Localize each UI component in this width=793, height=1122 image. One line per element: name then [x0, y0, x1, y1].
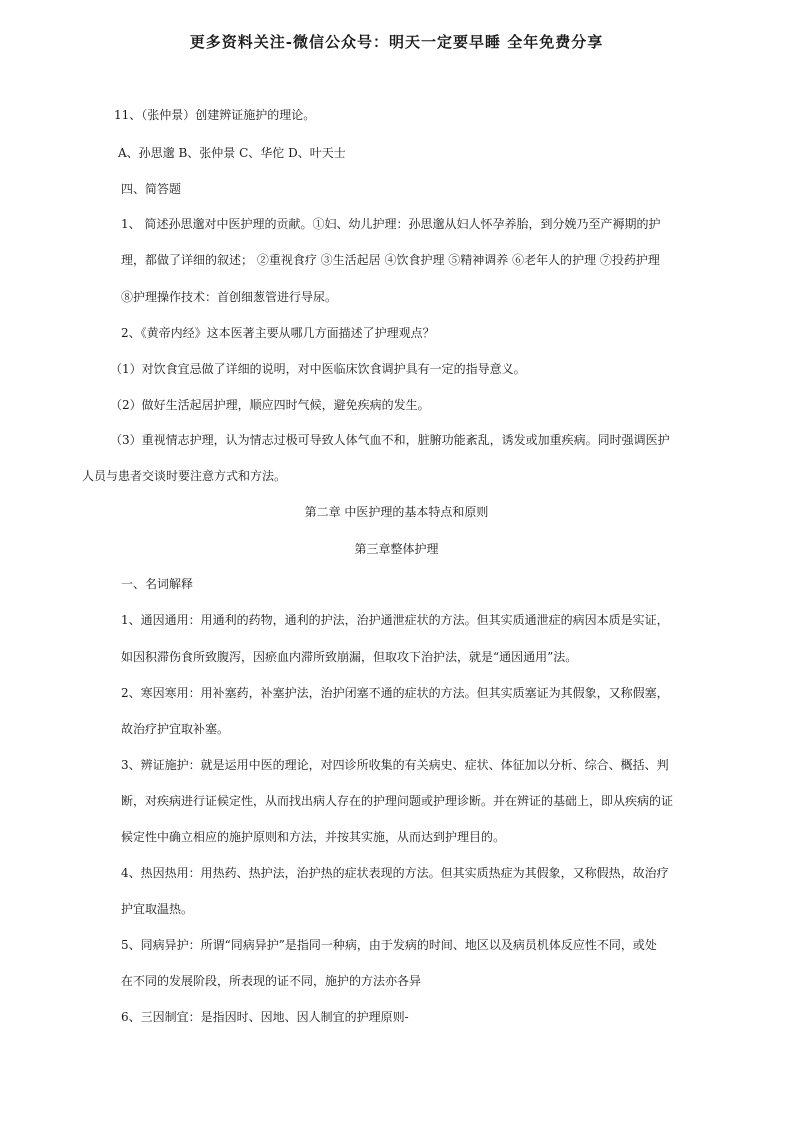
section-title-short-answer: 四、简答题: [121, 182, 182, 196]
answer-point-1: （1）对饮食宜忌做了详细的说明，对中医临床饮食调护具有一定的指导意义。: [110, 362, 526, 376]
answer-point-2: （2）做好生活起居护理，顺应四时气候，避免疾病的发生。: [110, 398, 430, 412]
term-line: 候定性中确立相应的施护原则和方法，并按其实施，从而达到护理目的。: [121, 830, 506, 844]
term-line: 2、寒因寒用：用补塞药，补塞护法，治护闭塞不通的症状的方法。但其实质塞证为其假象，又称假塞，: [121, 686, 669, 700]
question-11-options: A、孙思邈 B、张仲景 C、华佗 D、叶天士: [118, 146, 346, 160]
question-2: 2、《黄帝内经》这本医著主要从哪几方面描述了护理观点？: [121, 326, 435, 340]
term-line: 5、同病异护：所谓“同病异护”是指同一种病，由于发病的时间、地区以及病员机体反应性不同，或处: [121, 938, 657, 952]
answer-line: ⑧护理操作技术：首创细葱管进行导尿。: [121, 290, 338, 304]
term-line: 护宜取温热。: [121, 902, 194, 916]
term-line: 1、通因通用：用通利的药物，通利的护法，治护通泄症状的方法。但其实质通泄症的病因本质是实证，: [121, 613, 669, 627]
chapter-3-title: 第三章整体护理: [354, 542, 439, 556]
answer-point-3: （3）重视情志护理，认为情志过极可导致人体气血不和，脏腑功能紊乱，诱发或加重疾病。同时强调医护: [110, 433, 670, 447]
term-line: 如因积滞伤食所致腹泻，因瘀血内滞所致崩漏，但取攻下治护法，就是“通因通用”法。: [121, 650, 578, 664]
section-title-terms: 一、名词解释: [121, 577, 194, 591]
term-line: 3、辨证施护：就是运用中医的理论，对四诊所收集的有关病史、症状、体征加以分析、综合、概括、判: [121, 758, 669, 772]
answer-point-3-cont: 人员与患者交谈时要注意方式和方法。: [82, 469, 287, 483]
answer-line: 1、 简述孙思邈对中医护理的贡献。①妇、幼儿护理：孙思邈从妇人怀孕养胎，到分娩乃至产褥期的护: [121, 217, 661, 231]
chapter-2-title: 第二章 中医护理的基本特点和原则: [304, 505, 489, 519]
term-line: 4、热因热用：用热药、热护法，治护热的症状表现的方法。但其实质热症为其假象，又称假热，故治疗: [121, 866, 669, 880]
question-11: 11、（张仲景）创建辨证施护的理论。: [114, 108, 316, 122]
term-line: 故治疗护宜取补塞。: [121, 722, 230, 736]
answer-line: 理，都做了详细的叙述； ②重视食疗 ③生活起居 ④饮食护理 ⑤精神调养 ⑥老年人的护理 ⑦投药护理: [121, 253, 660, 267]
term-line: 断，对疾病进行证候定性，从而找出病人存在的护理问题或护理诊断。并在辨证的基础上，即从疾病的证: [121, 794, 674, 808]
term-line: 6、三因制宜：是指因时、因地、因人制宜的护理原则-: [121, 1010, 409, 1024]
page-header: 更多资料关注-微信公众号：明天一定要早睡 全年免费分享: [189, 33, 604, 51]
term-line: 在不同的发展阶段，所表现的证不同，施护的方法亦各异: [121, 974, 422, 988]
